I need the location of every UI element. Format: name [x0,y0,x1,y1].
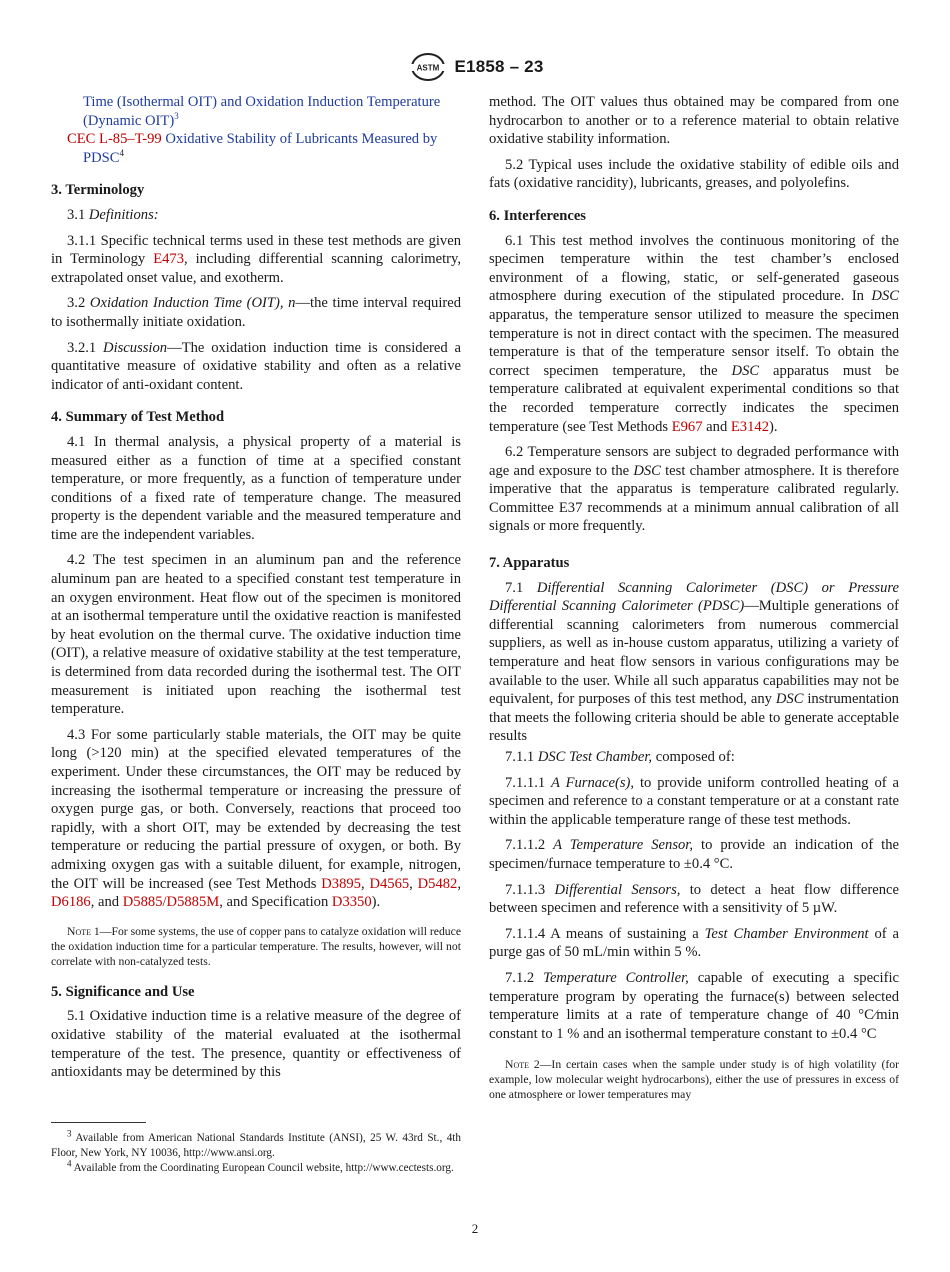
d3895-link[interactable]: D3895 [321,875,361,892]
para-7-1: 7.1 Differential Scanning Calorimeter (DSC) or Pressure Differential Scanning Calorimeter (PDSC)—Multiple generations of differential scanning calorimeters from numerous commercial suppliers, as well as in-house custom apparatus, utilizing a variety of temperature and heat flow sensors in various configurations may be available to the user. While all such apparatus capabilities may not be equivalent, for purposes of this test method, any DSC instrumentation that meets the following criteria should be able to generate acceptable results [489,579,899,745]
d5482-link[interactable]: D5482 [417,875,458,892]
d3350-link[interactable]: D3350 [331,894,372,911]
footnote-divider [51,1122,146,1123]
d4565-link[interactable]: D4565 [369,875,410,892]
page-header [0,52,950,82]
section-4-heading: 4. Summary of Test Method [51,409,225,426]
para-3-2: 3.2 Oxidation Induction Time (OIT), n—the time interval required to isothermally initiate oxidation. [51,295,462,330]
d6186-link[interactable]: D6186 [51,894,91,911]
left-column [51,93,461,1089]
footnote-4: $^4$ Available from the Coordinating European Council website, http://www.cectests.org. [67,1158,454,1174]
section-7-heading: 7. Apparatus [489,555,570,572]
section-3-heading: 3. Terminology [51,182,145,199]
right-column [489,93,899,1116]
astm-logo [407,52,449,82]
para-4-3: 4.3 For some particularly stable materials, the OIT may be quite long (>120 min) at the specified elevated temperatures of the experiment. Under these circumstances, the OIT may be reduced by increasing the isothermal temperature or increasing the pressure of oxygen purge gas, or both. Conversely, reactions that proceed too rapidly, with a short OIT, may be extended by decreasing the test temperature or reducing the partial pressure of oxygen, or both. By admixing oxygen gas with a suitable diluent, for example, nitrogen, the OIT will be increased (see Test Methods D3895, D4565, D5482, D6186, and D5885/D5885M, and Specification D3350). [51,726,462,911]
section-6-heading: 6. Interferences [489,207,586,224]
para-7-1-1: 7.1.1 DSC Test Chamber, composed of: [505,749,735,765]
para-6-2: 6.2 Temperature sensors are subject to degraded performance with age and exposure to the DSC test chamber atmosphere. It is therefore imperative that the apparatus is temperature calibrated regularly. Committee E37 recommends at a minimum annual calibration of all signals or more frequently. [489,444,899,535]
svg-text:ASTM: ASTM [416,63,439,73]
para-7-1-1-4: 7.1.1.4 A means of sustaining a Test Chamber Environment of a purge gas of 50 mL/min within 5 %. [489,925,900,961]
footnotes [51,1128,461,1176]
para-7-1-2: 7.1.2 Temperature Controller, capable of executing a specific temperature program by operating the furnace(s) between selected temperature limits at a rate of temperature change of 40 °C⁄min constant to 1 % and an isothermal temperature constant to ±0.4 °C [489,969,899,1042]
para-4-2: 4.2 The test specimen in an aluminum pan and the reference aluminum pan are heated to a specified constant test temperature in an oxygen environment. Heat flow out of the specimen is monitored at an isothermal temperature until the oxidative reaction is manifested by heat evolution on the thermal curve. The oxidative induction time (OIT), a relative measure of oxidative stability at the test temperature, is determined from data recorded during the isothermal test. The OIT measurement is initiated upon reaching the isothermal test temperature. [51,552,461,718]
cec-link[interactable]: CEC L-85–T-99 [67,131,162,148]
para-7-1-1-2: 7.1.1.2 A Temperature Sensor, to provide an indication of the specimen/furnace temperature to ±0.4 °C. [489,837,900,872]
para-4-1: 4.1 In thermal analysis, a physical property of a material is measured either as a function of time at a specified constant temperature, or more frequently, as a function of temperature under conditions of a fixed rate of temperature change. The measured property is the dependent variable and the measured temperature and time are the independent variables. [51,433,461,543]
d5885-link[interactable]: D5885/D5885M [122,894,220,911]
note-1: Note 1—For some systems, the use of copper pans to catalyze oxidation will reduce the oxidation induction time for a particular temperature. The results, however, will not correlate with non-catalyzed tests. [51,924,462,968]
reference-dynamic-oit: Time (Isothermal OIT) and Oxidation Induction Temperature (Dynamic OIT)$^3$ [83,94,441,129]
footnote-3: $^3$ Available from American National Standards Institute (ANSI), 25 W. 43rd St., 4th Floor, New York, NY 10036, http://www.ansi.org. [51,1128,461,1159]
reference-cec: CEC L-85–T-99 Oxidative Stability of Lubricants Measured by PDSC$^4$ [67,131,438,166]
para-6-1: 6.1 This test method involves the continuous monitoring of the specimen temperature within the test chamber’s enclosed environment of a flowing, static, or self-generated gaseous atmosphere during execution of the stipulated procedure. In DSC apparatus, the temperature sensor utilized to measure the specimen temperature is not in direct contact with the specimen. The measured temperature is that of the temperature sensor itself. To obtain the correct specimen temperature, the DSC apparatus must be temperature calibrated at equivalent experimental conditions so that the recorded temperature correctly indicates the specimen temperature (see Test Methods E967 and E3142). [489,232,899,435]
page-number: 2 [471,1221,479,1236]
para-5-2: 5.2 Typical uses include the oxidative stability of edible oils and fats (oxidative rancidity), lubricants, greases, and polyolefins. [489,156,899,192]
standard-designation: E1858 – 23 [454,57,544,76]
para-7-1-1-3: 7.1.1.3 Differential Sensors, to detect a heat flow difference between specimen and reference with a sensitivity of 5 µW. [489,881,899,917]
para-3-1-1: 3.1.1 Specific technical terms used in these test methods are given in Terminology E473, including differential scanning calorimetry, extrapolated onset value, and exotherm. [51,232,462,286]
e3142-link[interactable]: E3142 [730,418,769,435]
section-5-heading: 5. Significance and Use [51,983,195,1000]
para-7-1-1-1: 7.1.1.1 A Furnace(s), to provide uniform controlled heating of a specimen and reference to a constant temperature or at a constant rate within the applicable temperature range of these test methods. [489,774,899,828]
note-2: Note 2—In certain cases when the sample under study is of high volatility (for example, low molecular weight hydrocarbons), either the use of pressures in excess of one atmosphere or lower temperatures may [489,1058,899,1102]
e967-link[interactable]: E967 [671,418,703,435]
e473-link[interactable]: E473 [153,251,184,268]
para-3-2-1: 3.2.1 Discussion—The oxidation induction time is considered a quantitative measure of oxidative stability and often as a relative indicator of anti-oxidant content. [51,339,461,393]
para-3-1: 3.1 Definitions: [67,206,159,223]
para-5-1-continued: method. The OIT values thus obtained may be compared from one hydrocarbon to another or to a reference material to obtain relative oxidative stability information. [489,94,899,148]
para-5-1: 5.1 Oxidative induction time is a relative measure of the degree of oxidative stability of the material evaluated at the isothermal temperature of the test. The presence, quantity or effectiveness of antioxidants may be determined by this [51,1008,461,1081]
